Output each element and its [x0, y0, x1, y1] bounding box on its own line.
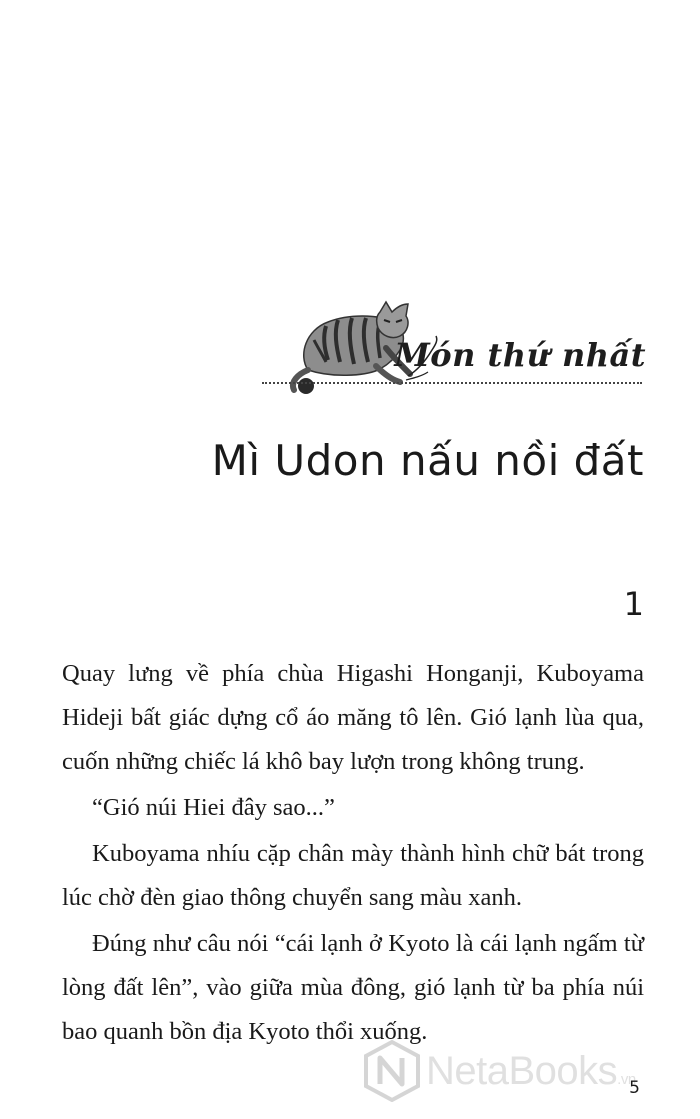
- chapter-title: Mì Udon nấu nồi đất: [211, 436, 644, 485]
- watermark-brand: NetaBooks: [426, 1048, 618, 1093]
- paragraph: “Gió núi Hiei đây sao...”: [92, 794, 335, 821]
- paragraph: Đúng như câu nói “cái lạnh ở Kyoto là cái lạnh ngấm từ lòng đất lên”, vào giữa mùa đông, gió lạnh từ ba phía núi bao quanh bồn địa Kyoto thổi xuống.: [62, 930, 644, 1045]
- section-number: 1: [623, 585, 644, 623]
- page-number: 5: [629, 1078, 640, 1098]
- body-text: [62, 652, 644, 1054]
- paragraph: Kuboyama nhíu cặp chân mày thành hình chữ bát trong lúc chờ đèn giao thông chuyển sang màu xanh.: [62, 840, 644, 911]
- paragraph: Quay lưng về phía chùa Higashi Honganji, Kuboyama Hideji bất giác dựng cổ áo măng tô lên. Gió lạnh lùa qua, cuốn những chiếc lá khô bay lượn trong không trung.: [62, 660, 644, 775]
- chapter-label: Món thứ nhất: [394, 336, 646, 374]
- watermark: [362, 1036, 662, 1106]
- watermark-suffix: .vn: [617, 1070, 636, 1088]
- dotted-divider: [262, 382, 642, 384]
- netabooks-logo-icon: [362, 1040, 422, 1102]
- watermark-text: [426, 1049, 636, 1094]
